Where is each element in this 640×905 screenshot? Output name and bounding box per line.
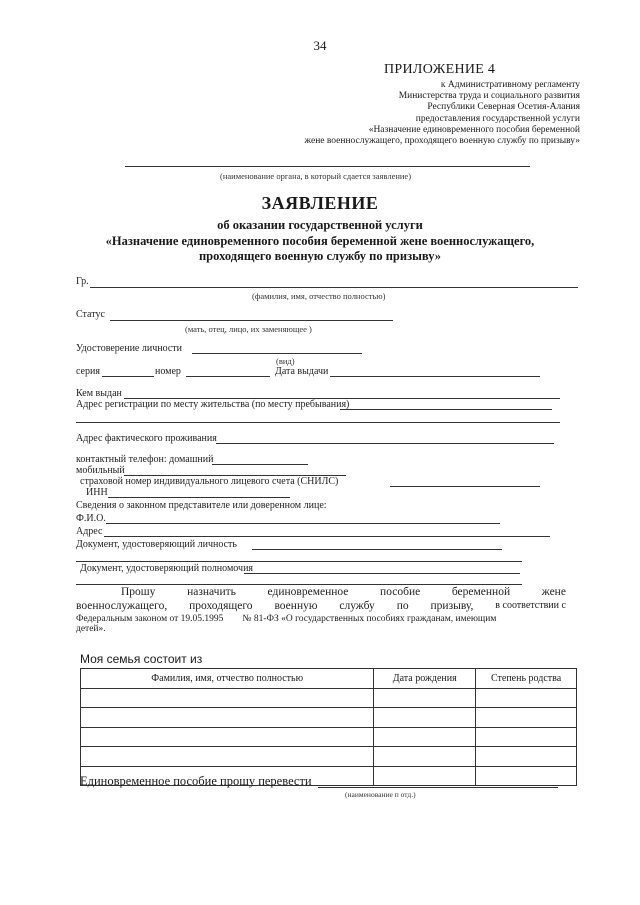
request-word: жене <box>541 586 566 598</box>
family-caption: Моя семья состоит из <box>80 652 203 666</box>
representative-address-line[interactable] <box>104 536 550 537</box>
family-cell-birth-date[interactable] <box>374 747 476 767</box>
status-label: Статус <box>76 309 105 320</box>
representative-id-document-label: Документ, удостоверяющий личность <box>76 539 237 550</box>
issued-by-label: Кем выдан <box>76 388 122 399</box>
snils-line[interactable] <box>390 486 540 487</box>
request-word: в соответствии с <box>495 600 566 611</box>
transfer-hint: (наименование п отд.) <box>345 790 416 799</box>
request-word: беременной <box>451 586 511 598</box>
request-word: Прошу <box>121 586 156 598</box>
request-word: назначить <box>187 586 236 598</box>
appendix-reference <box>250 80 580 147</box>
series-line[interactable] <box>102 376 154 377</box>
family-cell-birth-date[interactable] <box>374 688 476 708</box>
request-line-4: детей». <box>76 624 106 634</box>
family-table <box>80 668 577 786</box>
document-title: ЗАЯВЛЕНИЕ <box>261 193 379 213</box>
table-row <box>81 708 577 728</box>
citizen-label: Гр. <box>76 276 89 287</box>
request-word: единовременное <box>267 586 349 598</box>
request-word: по <box>396 600 409 612</box>
number-line[interactable] <box>186 376 270 377</box>
family-cell-name[interactable] <box>81 688 374 708</box>
home-phone-line[interactable] <box>212 464 308 465</box>
family-cell-name[interactable] <box>81 747 374 767</box>
organ-name-hint: (наименование органа, в который сдается заявление) <box>220 171 412 181</box>
citizen-name-line[interactable] <box>90 287 578 288</box>
appendix-line: предоставления государственной услуги <box>415 113 580 124</box>
appendix-line: к Административному регламенту <box>440 80 580 90</box>
table-row <box>81 688 577 708</box>
column-header-full-name: Фамилия, имя, отчество полностью <box>81 669 374 689</box>
registration-address-line[interactable] <box>340 409 552 410</box>
representative-header: Сведения о законном представителе или доверенном лице: <box>76 500 327 511</box>
actual-address-label: Адрес фактического проживания <box>76 433 217 444</box>
family-cell-relationship[interactable] <box>476 708 577 728</box>
transfer-label: Единовременное пособие прошу перевести <box>80 774 312 788</box>
family-cell-relationship[interactable] <box>476 688 577 708</box>
representative-name-label: Ф.И.О. <box>76 513 106 524</box>
family-cell-relationship[interactable] <box>476 727 577 747</box>
document-subtitle: об оказании государственной услуги <box>217 218 423 232</box>
appendix-title: ПРИЛОЖЕНИЕ 4 <box>384 62 496 77</box>
registration-address-label: Адрес регистрации по месту жительства (по месту пребывания) <box>76 399 350 410</box>
representative-authority-document-label: Документ, удостоверяющий полномочия <box>80 563 254 574</box>
representative-id-document-line-2[interactable] <box>76 561 522 562</box>
representative-authority-document-line-2[interactable] <box>76 584 522 585</box>
family-cell-relationship[interactable] <box>476 747 577 767</box>
family-cell-name[interactable] <box>81 727 374 747</box>
organ-name-line[interactable] <box>125 166 530 167</box>
mobile-phone-label: мобильный <box>76 465 125 476</box>
table-row <box>81 747 577 767</box>
id-document-label: Удостоверение личности <box>76 343 183 354</box>
actual-address-line[interactable] <box>216 443 554 444</box>
family-cell-birth-date[interactable] <box>374 766 476 786</box>
representative-address-label: Адрес <box>76 526 103 537</box>
appendix-line: жене военнослужащего, проходящего военную службу по призыву» <box>304 136 580 147</box>
citizen-name-hint: (фамилия, имя, отчество полностью) <box>252 291 386 301</box>
transfer-line[interactable] <box>318 787 558 788</box>
home-phone-label: контактный телефон: домашний <box>76 454 214 465</box>
service-name-line-2: проходящего военную службу по призыву» <box>198 249 442 263</box>
status-line[interactable] <box>110 320 393 321</box>
appendix-line: Министерства труда и социального развития <box>398 91 580 102</box>
request-word: проходящего <box>189 600 253 612</box>
request-word: пособие <box>380 586 421 598</box>
request-word: военную <box>274 600 318 612</box>
issue-date-line[interactable] <box>330 376 540 377</box>
issue-date-label: Дата выдачи <box>275 366 329 377</box>
request-line-1 <box>76 586 566 598</box>
appendix-line: Республики Северная Осетия-Алания <box>427 102 580 113</box>
family-cell-birth-date[interactable] <box>374 727 476 747</box>
representative-id-document-line[interactable] <box>252 549 502 550</box>
table-row <box>81 727 577 747</box>
representative-authority-document-line[interactable] <box>244 573 520 574</box>
status-hint: (мать, отец, лицо, их заменяющее ) <box>185 324 312 334</box>
column-header-birth-date: Дата рождения <box>374 669 476 689</box>
family-table-header <box>81 669 577 689</box>
column-header-relationship: Степень родства <box>476 669 577 689</box>
number-label: номер <box>155 366 181 377</box>
request-word: службу <box>339 600 375 612</box>
page-number: 34 <box>313 38 327 53</box>
id-document-type-line[interactable] <box>192 353 362 354</box>
request-line-2 <box>76 600 566 612</box>
request-word: военнослужащего, <box>76 600 168 612</box>
registration-address-line-2[interactable] <box>76 422 560 423</box>
snils-label: страховой номер индивидуального лицевого счета (СНИЛС) <box>80 476 339 487</box>
representative-name-line[interactable] <box>106 523 500 524</box>
request-word: призыву, <box>430 600 474 612</box>
family-cell-relationship[interactable] <box>476 766 577 786</box>
inn-line[interactable] <box>108 497 290 498</box>
family-cell-birth-date[interactable] <box>374 708 476 728</box>
series-label: серия <box>76 366 100 377</box>
inn-label: ИНН <box>86 487 108 498</box>
id-document-type-hint: (вид) <box>276 356 295 366</box>
request-line-3: Федеральным законом от 19.05.1995 № 81-ФЗ «О государственных пособиях гражданам, имеющим <box>76 614 497 624</box>
appendix-line: «Назначение единовременного пособия беременной <box>368 124 580 135</box>
service-name-line-1: «Назначение единовременного пособия беременной жене военнослужащего, <box>105 234 535 248</box>
family-cell-name[interactable] <box>81 708 374 728</box>
request-paragraph <box>76 586 566 634</box>
